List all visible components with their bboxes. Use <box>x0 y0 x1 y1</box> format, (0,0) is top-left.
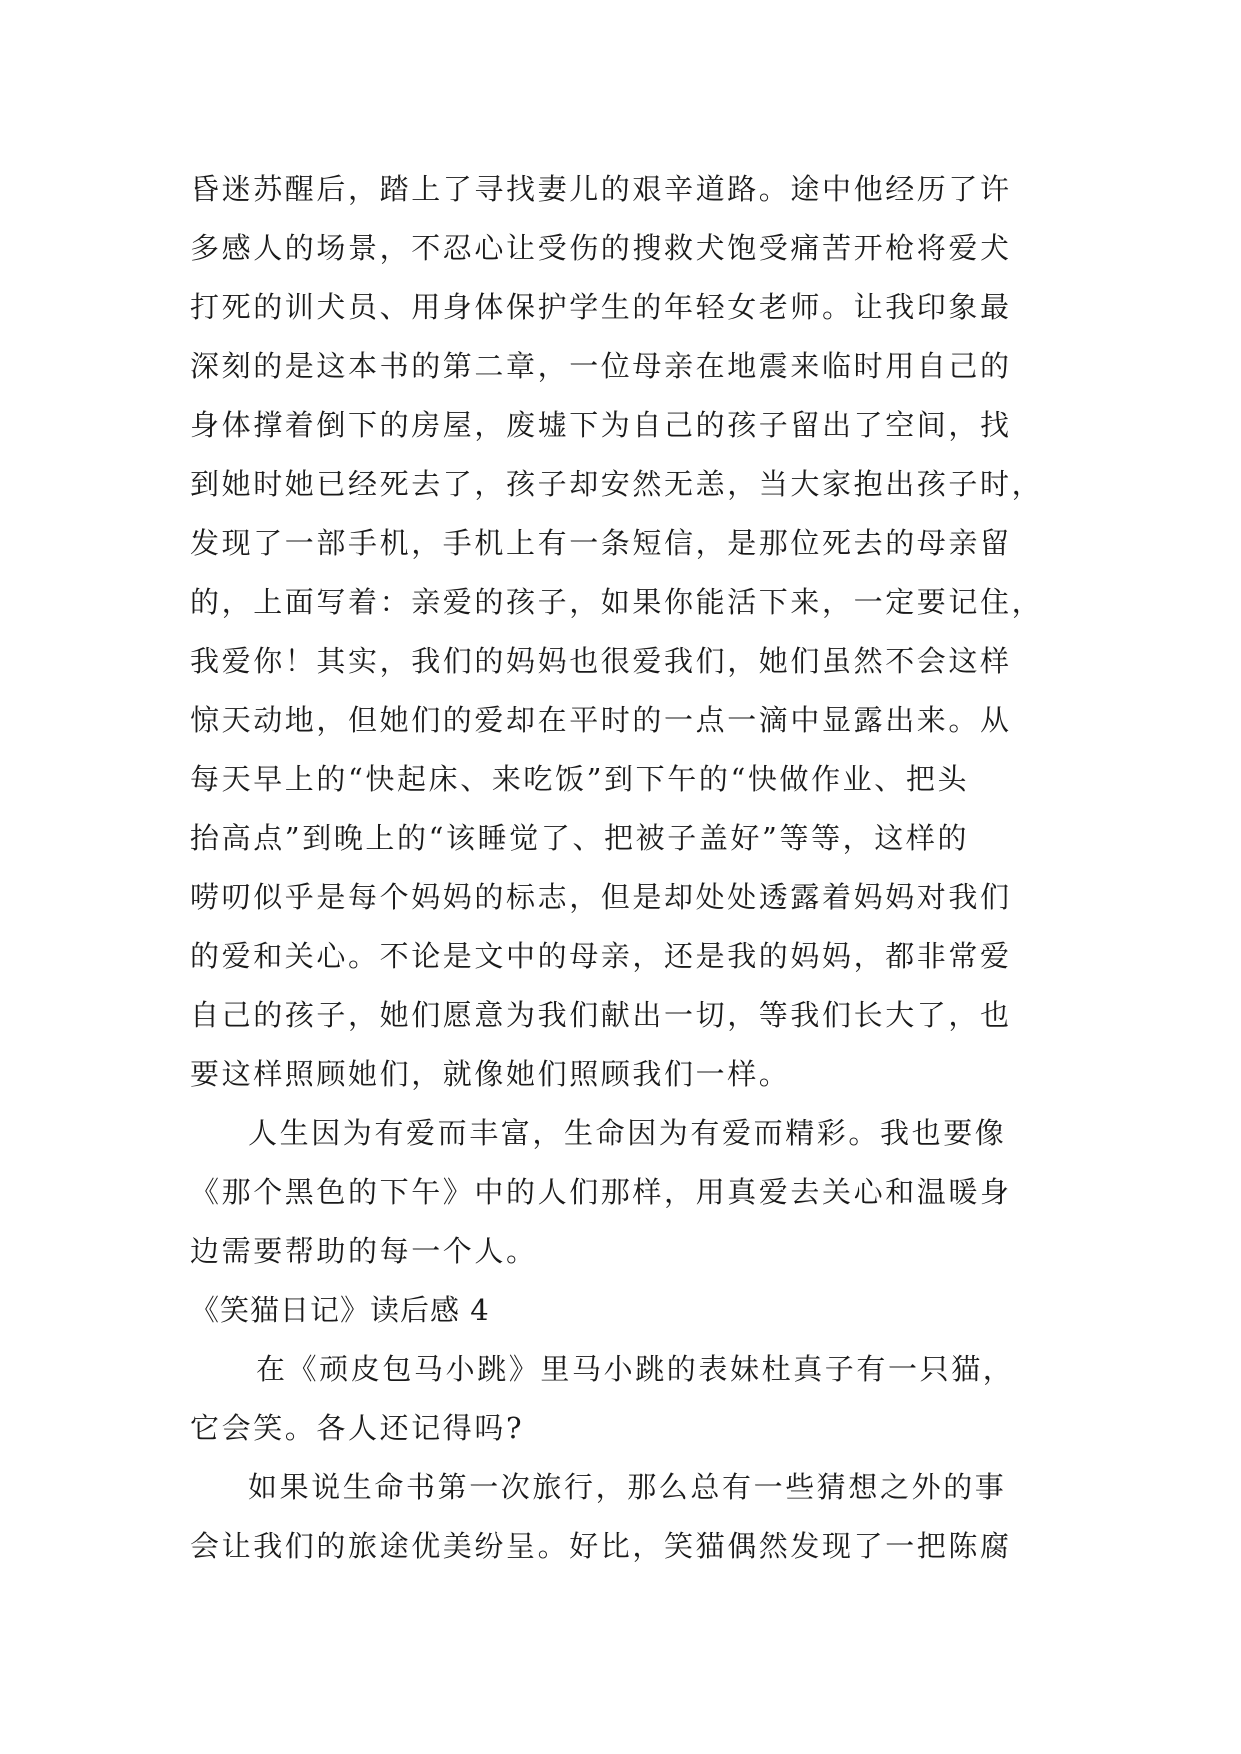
text-line: 到她时她已经死去了，孩子却安然无恙，当大家抱出孩子时， <box>190 467 1044 501</box>
text-line: 发现了一部手机，手机上有一条短信，是那位死去的母亲留 <box>190 526 1012 560</box>
text-line: 抬高点”到晚上的“该睡觉了、把被子盖好”等等，这样的 <box>190 821 970 855</box>
text-line: 昏迷苏醒后，踏上了寻找妻儿的艰辛道路。途中他经历了许 <box>190 172 1012 206</box>
text-line: 多感人的场景，不忍心让受伤的搜救犬饱受痛苦开枪将爱犬 <box>190 231 1012 265</box>
text-line: 唠叨似乎是每个妈妈的标志，但是却处处透露着妈妈对我们 <box>190 880 1012 914</box>
text-line: 身体撑着倒下的房屋，废墟下为自己的孩子留出了空间，找 <box>190 408 1012 442</box>
text-line: 深刻的是这本书的第二章，一位母亲在地震来临时用自己的 <box>190 349 1012 383</box>
text-line: 它会笑。各人还记得吗? <box>190 1411 525 1445</box>
text-line: 我爱你！其实，我们的妈妈也很爱我们，她们虽然不会这样 <box>190 644 1012 678</box>
text-line: 的爱和关心。不论是文中的母亲，还是我的妈妈，都非常爱 <box>190 939 1012 973</box>
text-line: 自己的孩子，她们愿意为我们献出一切，等我们长大了，也 <box>190 998 1012 1032</box>
paragraph-first-line: 如果说生命书第一次旅行，那么总有一些猜想之外的事 <box>248 1470 1007 1504</box>
paragraph-first-line: 在《顽皮包马小跳》里马小跳的表妹杜真子有一只猫， <box>256 1352 1015 1386</box>
section-heading: 《笑猫日记》读后感 4 <box>190 1293 490 1327</box>
text-line: 会让我们的旅途优美纷呈。好比，笑猫偶然发现了一把陈腐 <box>190 1529 1012 1563</box>
text-line: 《那个黑色的下午》中的人们那样，用真爱去关心和温暖身 <box>190 1175 1012 1209</box>
document-body <box>190 160 1052 1576</box>
paragraph-first-line: 人生因为有爱而丰富，生命因为有爱而精彩。我也要像 <box>248 1116 1007 1150</box>
text-line: 的，上面写着：亲爱的孩子，如果你能活下来，一定要记住， <box>190 585 1044 619</box>
text-line: 打死的训犬员、用身体保护学生的年轻女老师。让我印象最 <box>190 290 1012 324</box>
text-line: 惊天动地，但她们的爱却在平时的一点一滴中显露出来。从 <box>190 703 1012 737</box>
text-line: 要这样照顾她们，就像她们照顾我们一样。 <box>190 1057 791 1091</box>
text-line: 每天早上的“快起床、来吃饭”到下午的“快做作业、把头 <box>190 762 970 796</box>
text-line: 边需要帮助的每一个人。 <box>190 1234 538 1268</box>
